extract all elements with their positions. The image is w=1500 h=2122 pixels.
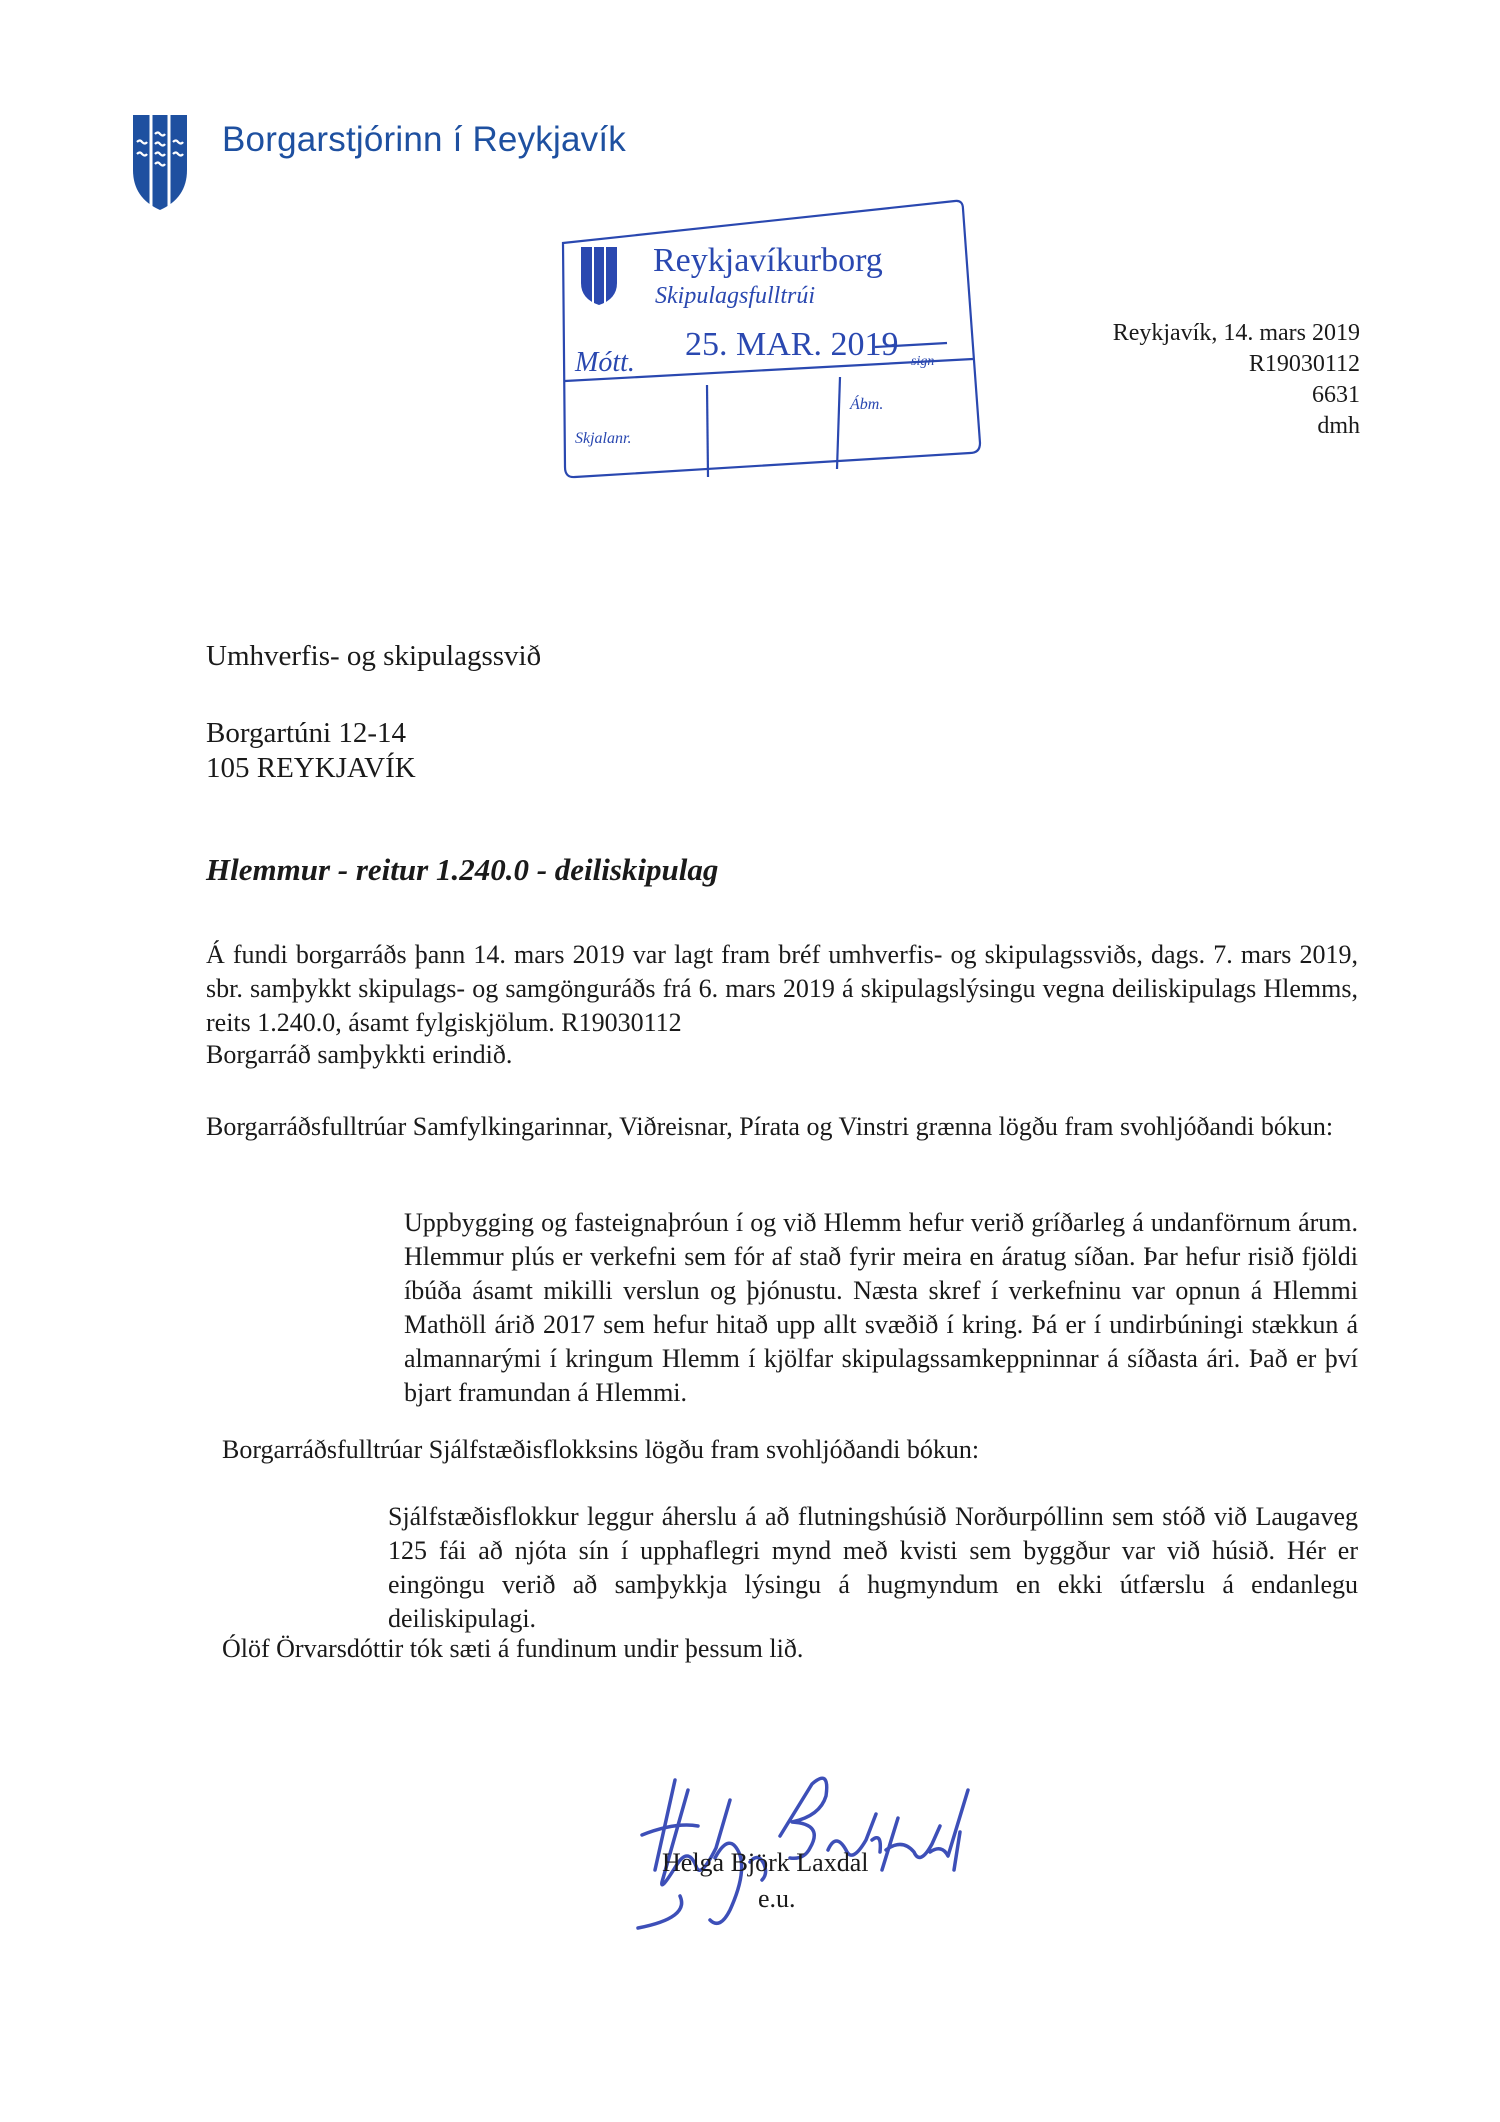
stamp-responsible-label: Ábm. [850, 396, 884, 413]
stamp-crest-icon [581, 247, 617, 305]
date-reference-block [1040, 318, 1360, 442]
case-number: 6631 [1312, 382, 1360, 408]
stamp-received-date: 25. MAR. 2019 [685, 326, 899, 363]
approval-line: Borgarráð samþykkti erindið. [206, 1040, 513, 1069]
reference-number: R19030112 [1248, 351, 1360, 377]
received-stamp [555, 195, 990, 485]
entry1-intro: Borgarráðsfulltrúar Samfylkingarinnar, Viðreisnar, Pírata og Vinstri grænna lögðu fram svohljóðandi bókun: [206, 1112, 1334, 1141]
on-behalf-note: e.u. [758, 1884, 796, 1913]
stamp-sign-label: sign [911, 354, 935, 369]
stamp-title: Reykjavíkurborg [653, 242, 883, 279]
signer-name: Helga Björk Laxdal [662, 1848, 869, 1877]
recipient-street: Borgartúni 12-14 [206, 717, 407, 749]
place-date: Reykjavík, 14. mars 2019 [1112, 320, 1360, 346]
stamp-received-label: Mótt. [575, 347, 635, 378]
letter-subject: Hlemmur - reitur 1.240.0 - deiliskipulag [206, 852, 719, 887]
entry2-intro: Borgarráðsfulltrúar Sjálfstæðisflokksins lögðu fram svohljóðandi bókun: [222, 1435, 980, 1464]
city-crest-logo [130, 112, 190, 212]
entry1-text: Uppbygging og fasteignaþróun í og við Hlemm hefur verið gríðarleg á undanförnum árum. Hlemmur plús er verkefni sem fór af stað fyrir meira en áratug síðan. Þar hefur risið fjöldi íbúða ásamt mikilli verslun og þjónustu. Næsta skref í verkefninu var opnun á Hlemmi Mathöll árið 2017 sem hefur hitað upp allt svæðið í kring. Þá er í undirbúningi stækkun á almannarými í kringum Hlemm í kjölfar skipulagssamkeppninnar á síðasta ári. Það er því bjart framundan á Hlemmi. [404, 1208, 1358, 1407]
closing-line: Ólöf Örvarsdóttir tók sæti á fundinum undir þessum lið. [222, 1634, 804, 1663]
author-initials: dmh [1317, 413, 1360, 439]
entry2-text: Sjálfstæðisflokkur leggur áherslu á að flutningshúsið Norðurpóllinn sem stóð við Laugaveg 125 fái að njóta sín í upphaflegri mynd með kvisti sem byggður var við húsið. Hér er eingöngu verið að samþykkja lýsingu á hugmyndum en ekki útfærslu á endanlegu deiliskipulagi. [388, 1502, 1358, 1633]
stamp-file-label: Skjalanr. [575, 430, 632, 447]
recipient-city: 105 REYKJAVÍK [206, 752, 416, 784]
organization-name: Borgarstjórinn í Reykjavík [222, 120, 626, 159]
intro-paragraph: Á fundi borgarráðs þann 14. mars 2019 var lagt fram bréf umhverfis- og skipulagssviðs, dags. 7. mars 2019, sbr. samþykkt skipulags- og samgönguráðs frá 6. mars 2019 á skipulagslýsingu vegna deiliskipulags Hlemms, reits 1.240.0, ásamt fylgiskjölum. R19030112 [206, 940, 1358, 1037]
stamp-subtitle: Skipulagsfulltrúi [655, 283, 816, 309]
recipient-department: Umhverfis- og skipulagssvið [206, 640, 542, 672]
